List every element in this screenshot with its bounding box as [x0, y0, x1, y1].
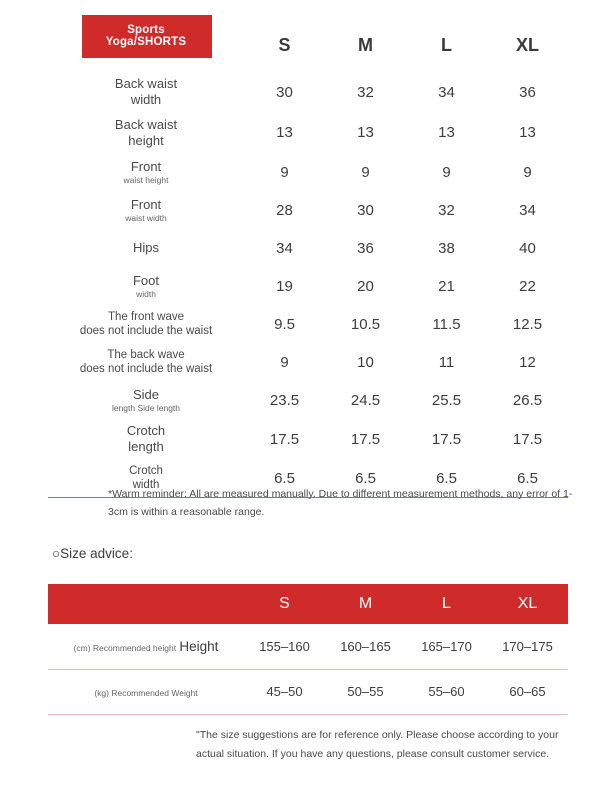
cell-value: 30 [357, 201, 374, 219]
cell-value: 34 [438, 83, 455, 101]
cell-value: 55–60 [406, 669, 487, 714]
size-column-header-l: L [441, 34, 452, 55]
row-label-line1: Front [130, 196, 162, 212]
row-label-line1: The front wave [107, 310, 185, 323]
cell-value: 9 [361, 163, 370, 181]
cell-value: 9 [523, 163, 532, 181]
cell-value: 13 [357, 124, 374, 142]
cell-value: 22 [519, 277, 536, 295]
cell-value: 9 [280, 353, 289, 371]
row-label-line2: width [136, 288, 156, 299]
size-advice-table [48, 584, 568, 715]
cell-value: 40 [519, 239, 536, 257]
cell-value: 34 [276, 239, 293, 257]
warm-reminder-note: *Warm reminder: All are measured manually. Due to different measurement methods, any error of 1-3cm is within a reasonable range. [108, 488, 573, 518]
table-row [48, 305, 568, 343]
advice-column-header-m: M [325, 584, 406, 624]
cell-value: 60–65 [487, 669, 568, 714]
cell-value: 30 [276, 83, 293, 101]
advice-header-blank [48, 584, 244, 624]
cell-value: 9 [442, 163, 451, 181]
table-row [48, 191, 568, 229]
table-row [48, 267, 568, 305]
table-row [48, 229, 568, 267]
cell-value: 21 [438, 277, 455, 295]
cell-value: 11 [438, 353, 455, 371]
table-row [48, 419, 568, 460]
row-label-line1: Side [132, 386, 160, 402]
cell-value: 19 [276, 277, 293, 295]
cell-value: 25.5 [431, 391, 462, 409]
row-label-line1: Hips [132, 239, 159, 255]
cell-value: 9 [280, 163, 289, 181]
cell-value: 13 [519, 124, 536, 142]
cell-value: 20 [357, 277, 374, 295]
cell-value: 23.5 [269, 391, 300, 409]
advice-column-header-l: L [406, 584, 487, 624]
table-row [48, 669, 568, 714]
cell-value: 26.5 [512, 391, 543, 409]
cell-value: 170–175 [487, 624, 568, 669]
cell-value: 12 [519, 353, 536, 371]
cell-value: 50–55 [325, 669, 406, 714]
row-label [48, 381, 244, 419]
cell-value: 45–50 [244, 669, 325, 714]
cell-value: 13 [276, 124, 293, 142]
table-row [48, 153, 568, 191]
cell-value: 6.5 [244, 460, 325, 498]
size-advice-title: ○Size advice: [52, 546, 133, 561]
row-label [48, 229, 244, 267]
advice-row-unit: (cm) Recommended height [73, 642, 177, 653]
row-label-line2: does not include the waist [79, 325, 213, 337]
size-table [48, 18, 568, 498]
cell-value: 32 [357, 83, 374, 101]
advice-row-label [48, 624, 244, 669]
table-row [48, 113, 568, 154]
cell-value: 12.5 [512, 315, 543, 333]
cell-value: 28 [276, 201, 293, 219]
cell-value: 9.5 [274, 315, 295, 333]
cell-value: 17.5 [269, 430, 300, 448]
cell-value: 36 [519, 83, 536, 101]
row-label [48, 113, 244, 154]
cell-value: 17.5 [431, 430, 462, 448]
row-label-line2: waist height [123, 174, 169, 185]
cell-value: 32 [438, 201, 455, 219]
cell-value: 155–160 [244, 624, 325, 669]
row-label [48, 305, 244, 343]
size-column-header-m: M [358, 34, 373, 55]
cell-value: 17.5 [512, 430, 543, 448]
product-category-badge: Sports Yoga/SHORTS [82, 15, 212, 58]
cell-value: 6.5 [406, 460, 487, 498]
advice-row-label [48, 669, 244, 714]
advice-column-header-xl: XL [487, 584, 568, 624]
row-label-line1: Back waist [114, 76, 178, 91]
row-label [48, 153, 244, 191]
cell-value: 13 [438, 124, 455, 142]
row-label [48, 72, 244, 113]
size-column-header-xl: XL [515, 34, 539, 55]
size-column-header-s: S [278, 34, 291, 55]
row-label-line2: waist width [125, 212, 167, 223]
advice-column-header-s: S [244, 584, 325, 624]
table-row [48, 343, 568, 381]
row-label [48, 419, 244, 460]
cell-value: 10.5 [350, 315, 381, 333]
cell-value: 6.5 [325, 460, 406, 498]
table-row [48, 624, 568, 669]
row-label-line2: length Side length [111, 402, 181, 413]
advice-row-unit: (kg) Recommended Weight [94, 688, 198, 698]
row-label-line2: width [132, 479, 160, 492]
row-label-line2: height [128, 132, 164, 148]
cell-value: 24.5 [350, 391, 381, 409]
cell-value: 17.5 [350, 430, 381, 448]
row-label [48, 343, 244, 381]
cell-value: 34 [519, 201, 536, 219]
table-row [48, 381, 568, 419]
cell-value: 6.5 [487, 460, 568, 498]
row-label [48, 267, 244, 305]
cell-value: 160–165 [325, 624, 406, 669]
row-label-line2: length [128, 439, 164, 455]
row-label-line1: Crotch [126, 423, 166, 438]
row-label-line1: The back wave [107, 348, 185, 361]
row-label-line1: Front [130, 158, 162, 174]
advice-row-name: Height [179, 638, 219, 654]
footer-disclaimer-note: "The size suggestions are for reference only. Please choose according to your actual situation. If you have any questions, please consult customer service. [196, 729, 559, 760]
row-label-line1: Crotch [129, 464, 163, 477]
row-label-line1: Foot [132, 272, 159, 288]
row-label-line1: Back waist [114, 116, 178, 132]
cell-value: 165–170 [406, 624, 487, 669]
advice-header-row [48, 584, 568, 624]
cell-value: 10 [357, 353, 374, 371]
cell-value: 11.5 [432, 315, 461, 333]
table-row [48, 72, 568, 113]
row-label [48, 191, 244, 229]
row-label-line2: does not include the waist [79, 363, 213, 375]
row-label-line2: width [130, 92, 162, 108]
cell-value: 38 [438, 239, 455, 257]
cell-value: 36 [357, 239, 374, 257]
